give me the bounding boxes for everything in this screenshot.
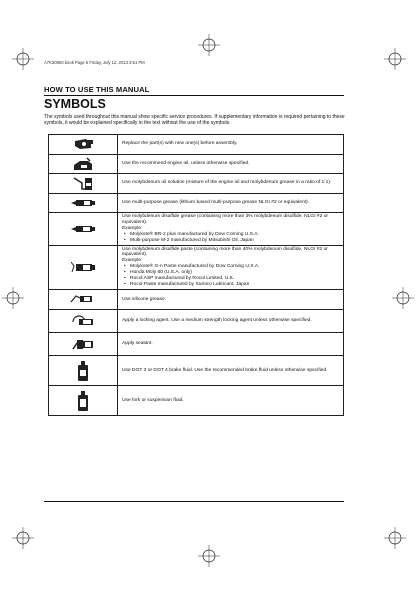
- registration-mark-top-center: [198, 34, 220, 56]
- symbol-row: [49, 174, 344, 194]
- silicone-grease-icon: [70, 291, 96, 308]
- engine-oil-icon: [72, 155, 94, 172]
- page-heading: SYMBOLS: [44, 97, 106, 111]
- fork-fluid-icon: [76, 392, 90, 409]
- symbol-description: Use silicone grease.: [122, 296, 167, 302]
- symbol-description-cell: [118, 174, 344, 194]
- symbol-description: Apply sealant.: [122, 341, 153, 347]
- symbol-row: [49, 135, 344, 155]
- symbol-description-cell: [118, 289, 344, 310]
- symbol-description-cell: [118, 245, 344, 289]
- intro-paragraph: The symbols used throughout this manual show specific service procedures. If supplementary information is required pertaining to these symbols, it would be explained specifically in the text without the use of the symbols.: [44, 114, 345, 127]
- symbol-description: Use molybdenum disulfide grease (containing more than 3% molybdenum disulfide, NLGI #2 or equivalent).: [122, 214, 329, 225]
- symbols-table: [48, 134, 344, 416]
- symbol-row: [49, 310, 344, 333]
- symbol-icon-cell: [49, 356, 118, 386]
- symbol-icon-cell: [49, 154, 118, 174]
- symbol-icon-cell: [49, 174, 118, 194]
- example-item: • Rocol ASP manufactured by Rocol Limited, U.K.: [130, 276, 340, 282]
- symbol-row: [49, 213, 344, 246]
- symbol-description-cell: [118, 135, 344, 155]
- grease-icon: [70, 194, 96, 211]
- footer-rule: [44, 501, 344, 502]
- example-item: • Molykote® G-n Paste manufactured by Dow Corning U.S.A.: [130, 264, 340, 270]
- symbol-description: Use the recommend engine oil, unless otherwise specified.: [122, 160, 250, 166]
- registration-mark-mid-left: [2, 287, 24, 309]
- symbol-description-cell: [118, 213, 344, 246]
- registration-mark-bottom-right: [384, 527, 406, 549]
- example-list: [122, 232, 340, 244]
- moly-grease-icon: [70, 220, 96, 237]
- brake-fluid-icon: [76, 362, 90, 379]
- symbol-row: [49, 193, 344, 213]
- symbol-description-cell: [118, 333, 344, 356]
- file-info-header: A7K30800.book Page 5 Friday, July 12, 2013 3:51 PM: [44, 60, 145, 65]
- symbol-description-cell: [118, 154, 344, 174]
- symbol-description-cell: [118, 310, 344, 333]
- sealant-icon: [71, 335, 95, 352]
- symbol-icon-cell: [49, 333, 118, 356]
- section-title: HOW TO USE THIS MANUAL: [44, 85, 150, 94]
- symbol-description: Use multi-purpose grease (lithium based multi-purpose grease NLGI #2 or equivalent).: [122, 199, 310, 205]
- symbol-description: Use molybdenum disulfide paste (containing more than 40% molybdenum disulfide, NLGI #2 or equivalent).: [122, 246, 328, 258]
- symbol-row: [49, 333, 344, 356]
- symbol-icon-cell: [49, 213, 118, 246]
- registration-mark-bottom-center: [198, 545, 220, 567]
- symbol-description: Apply a locking agent. Use a medium strength locking agent unless otherwise specified.: [122, 318, 312, 324]
- example-item: • Multi-purpose M-2 manufactured by Mitsubishi Oil, Japan: [130, 238, 340, 244]
- registration-mark-top-right: [384, 48, 406, 70]
- symbol-row: [49, 245, 344, 289]
- symbol-icon-cell: [49, 289, 118, 310]
- symbol-icon-cell: [49, 386, 118, 416]
- moly-paste-icon: [70, 258, 96, 275]
- registration-mark-mid-right: [392, 287, 414, 309]
- symbol-row: [49, 356, 344, 386]
- symbol-description: Example:: [122, 225, 143, 231]
- registration-mark-top-left: [12, 48, 34, 70]
- locking-agent-icon: [71, 312, 95, 329]
- symbol-description: Use molybdenum oil solution (mixture of the engine oil and molybdenum grease in a ratio of 1:1).: [122, 180, 332, 186]
- symbols-table-body: [49, 135, 344, 416]
- symbol-description: Example:: [122, 258, 143, 264]
- example-item: • Rocol Paste manufactured by Sumico Lubricant, Japan: [130, 282, 340, 288]
- example-item: • Molykote® BR-2 plus manufactured by Dow Corning U.S.A.: [130, 232, 340, 238]
- symbol-icon-cell: [49, 245, 118, 289]
- symbol-description: Use fork or suspension fluid.: [122, 397, 184, 403]
- symbol-row: [49, 289, 344, 310]
- symbol-description-cell: [118, 193, 344, 213]
- symbol-description-cell: [118, 386, 344, 416]
- symbol-description: Replace the part(s) with new one(s) before assembly.: [122, 141, 238, 147]
- symbol-icon-cell: [49, 135, 118, 155]
- symbol-row: [49, 154, 344, 174]
- symbol-row: [49, 386, 344, 416]
- registration-mark-bottom-left: [12, 527, 34, 549]
- symbol-description: Use DOT 3 or DOT 4 brake fluid. Use the recommended brake fluid unless otherwise specified.: [122, 367, 328, 373]
- example-list: [122, 264, 340, 288]
- symbol-description-cell: [118, 356, 344, 386]
- symbol-icon-cell: [49, 310, 118, 333]
- new-parts-icon: [72, 135, 94, 152]
- moly-oil-icon: [72, 174, 94, 191]
- symbol-icon-cell: [49, 193, 118, 213]
- example-item: • Honda Moly 60 (U.S.A. only): [130, 270, 340, 276]
- header-rule: [44, 95, 344, 96]
